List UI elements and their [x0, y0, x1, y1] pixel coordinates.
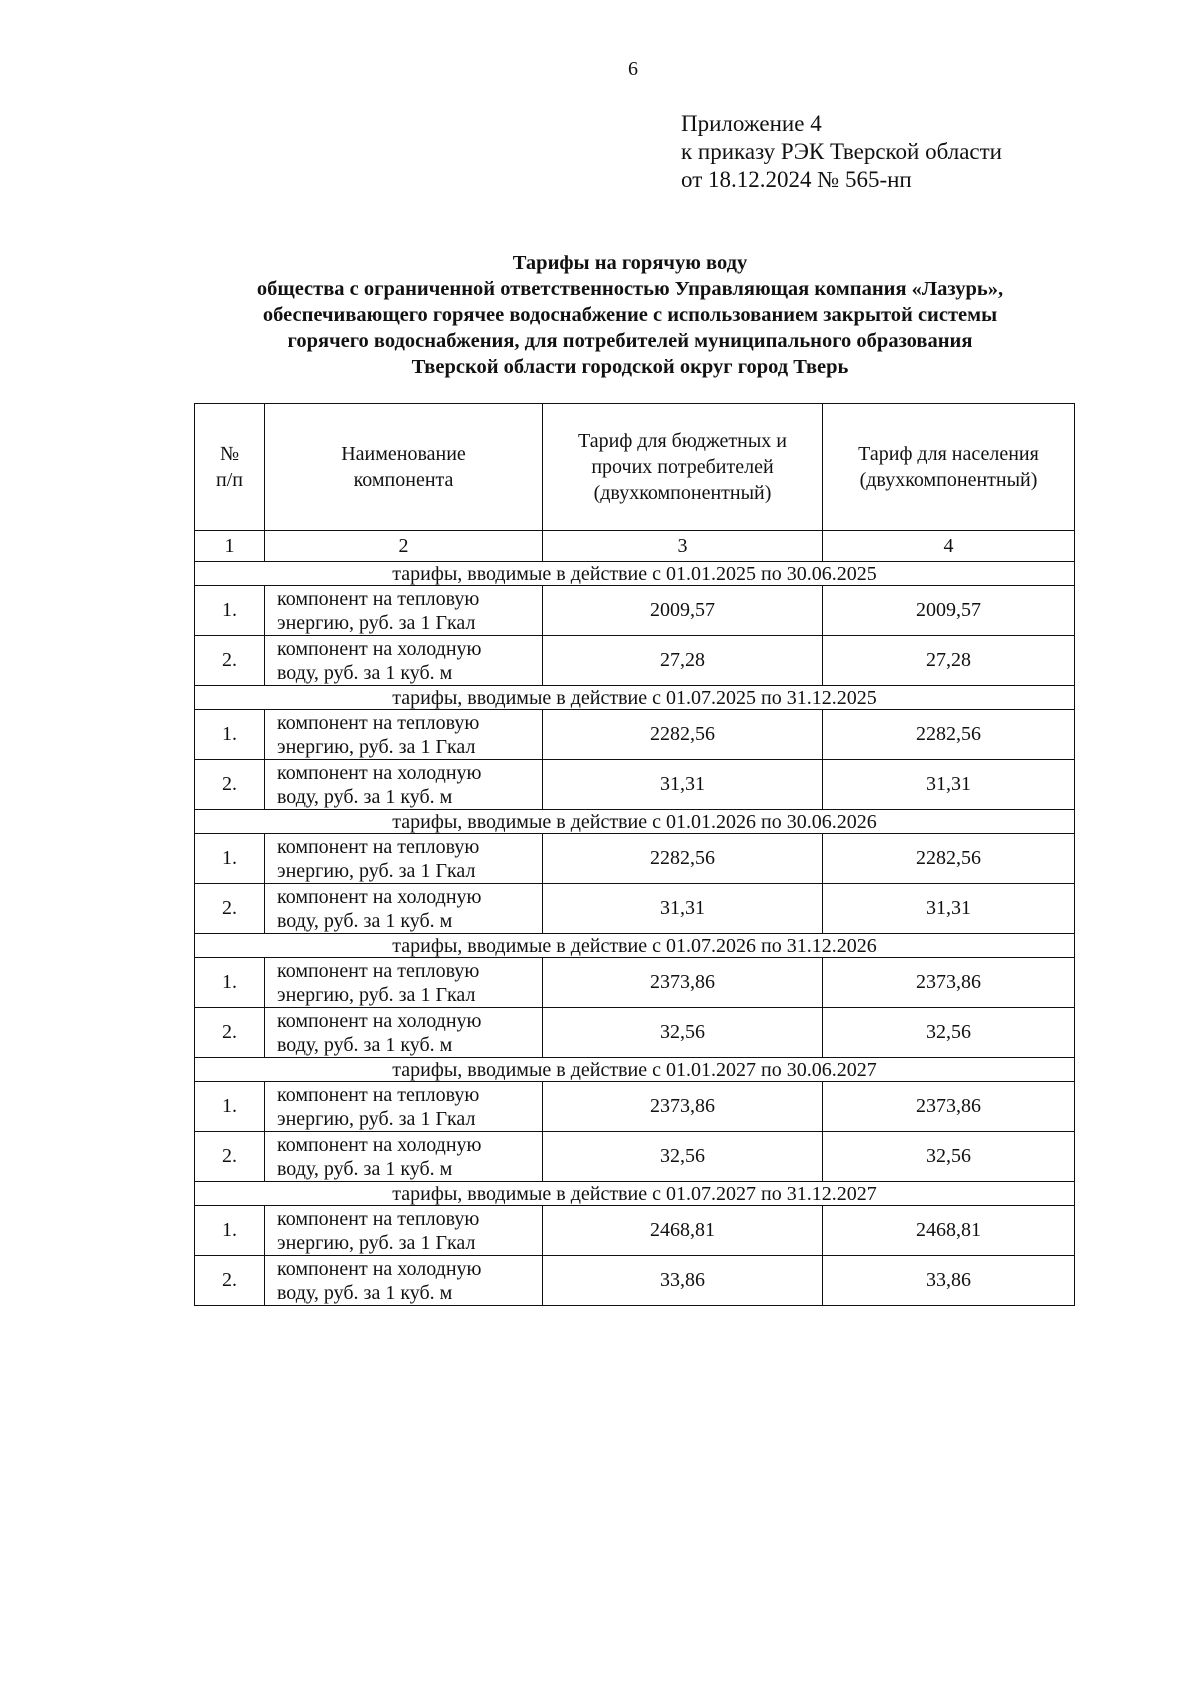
period-row [195, 686, 1075, 710]
table-row [195, 1256, 1075, 1306]
component-name-line: энергию, руб. за 1 Гкал [277, 1107, 476, 1130]
title-line: общества с ограниченной ответственностью Управляющая компания «Лазурь», [256, 278, 1004, 300]
table-row [195, 1008, 1075, 1058]
component-name-line: энергию, руб. за 1 Гкал [277, 735, 476, 758]
period-row [195, 562, 1075, 586]
budget-tariff-value: 31,31 [543, 884, 823, 934]
row-number: 1. [195, 1206, 265, 1256]
component-name-line: энергию, руб. за 1 Гкал [277, 983, 476, 1006]
budget-tariff-value: 2468,81 [543, 1206, 823, 1256]
column-number-row [195, 531, 1075, 562]
header-component-name [265, 404, 543, 531]
header-text: Тариф для населения [858, 443, 1039, 465]
component-name-line: воду, руб. за 1 куб. м [277, 785, 453, 808]
column-number: 2 [265, 531, 543, 562]
table-row [195, 760, 1075, 810]
budget-tariff-value: 32,56 [543, 1008, 823, 1058]
component-name-line: компонент на тепловую [277, 1207, 480, 1230]
component-name [265, 1256, 543, 1306]
budget-tariff-value: 33,86 [543, 1256, 823, 1306]
title-line: Тверской области городской округ город Тверь [411, 356, 849, 378]
header-text: (двухкомпонентный) [859, 469, 1038, 491]
component-name-line: компонент на тепловую [277, 835, 480, 858]
row-number: 1. [195, 710, 265, 760]
table-row [195, 958, 1075, 1008]
component-name-line: компонент на холодную [277, 1009, 482, 1032]
document-title [180, 250, 1080, 380]
table-row [195, 884, 1075, 934]
budget-tariff-value: 32,56 [543, 1132, 823, 1182]
budget-tariff-value: 2282,56 [543, 834, 823, 884]
component-name-line: энергию, руб. за 1 Гкал [277, 611, 476, 634]
component-name [265, 760, 543, 810]
population-tariff-value: 27,28 [823, 636, 1075, 686]
budget-tariff-value: 27,28 [543, 636, 823, 686]
appendix-line: Приложение 4 [681, 111, 822, 136]
component-name [265, 1082, 543, 1132]
appendix-reference [681, 110, 1002, 194]
header-budget-tariff [543, 404, 823, 531]
population-tariff-value: 31,31 [823, 884, 1075, 934]
row-number: 2. [195, 1256, 265, 1306]
component-name [265, 710, 543, 760]
population-tariff-value: 2468,81 [823, 1206, 1075, 1256]
period-label: тарифы, вводимые в действие с 01.01.2026 по 30.06.2026 [195, 810, 1075, 834]
component-name-line: компонент на холодную [277, 637, 482, 660]
header-text: Наименование [341, 443, 466, 465]
header-population-tariff [823, 404, 1075, 531]
component-name-line: компонент на тепловую [277, 959, 480, 982]
row-number: 2. [195, 1132, 265, 1182]
component-name-line: воду, руб. за 1 куб. м [277, 1281, 453, 1304]
header-text: компонента [353, 469, 454, 491]
table-row [195, 710, 1075, 760]
header-text: (двухкомпонентный) [593, 482, 772, 504]
row-number: 2. [195, 1008, 265, 1058]
page-number: 6 [628, 58, 638, 80]
component-name-line: энергию, руб. за 1 Гкал [277, 859, 476, 882]
budget-tariff-value: 2009,57 [543, 586, 823, 636]
table-row [195, 1082, 1075, 1132]
component-name [265, 834, 543, 884]
table-header-row [195, 404, 1075, 531]
row-number: 1. [195, 586, 265, 636]
tariff-table [194, 403, 1075, 1306]
component-name-line: воду, руб. за 1 куб. м [277, 909, 453, 932]
population-tariff-value: 32,56 [823, 1132, 1075, 1182]
component-name-line: компонент на тепловую [277, 587, 480, 610]
population-tariff-value: 2009,57 [823, 586, 1075, 636]
header-text: № [219, 443, 240, 465]
component-name [265, 1008, 543, 1058]
column-number: 3 [543, 531, 823, 562]
period-row [195, 1182, 1075, 1206]
component-name [265, 586, 543, 636]
population-tariff-value: 2282,56 [823, 834, 1075, 884]
period-label: тарифы, вводимые в действие с 01.01.2027 по 30.06.2027 [195, 1058, 1075, 1082]
component-name [265, 636, 543, 686]
component-name-line: компонент на холодную [277, 761, 482, 784]
component-name-line: компонент на тепловую [277, 711, 480, 734]
header-text: прочих потребителей [591, 456, 774, 478]
population-tariff-value: 2373,86 [823, 958, 1075, 1008]
appendix-line: от 18.12.2024 № 565-нп [681, 167, 912, 192]
table-row [195, 586, 1075, 636]
table-row [195, 834, 1075, 884]
component-name [265, 884, 543, 934]
title-line: обеспечивающего горячее водоснабжение с использованием закрытой системы [262, 304, 998, 326]
table-row [195, 636, 1075, 686]
table-row [195, 1132, 1075, 1182]
component-name [265, 958, 543, 1008]
population-tariff-value: 33,86 [823, 1256, 1075, 1306]
header-text: Тариф для бюджетных и [578, 430, 787, 452]
row-number: 1. [195, 958, 265, 1008]
header-text: п/п [216, 469, 243, 491]
row-number: 1. [195, 1082, 265, 1132]
component-name-line: компонент на холодную [277, 1257, 482, 1280]
component-name-line: воду, руб. за 1 куб. м [277, 1157, 453, 1180]
budget-tariff-value: 2282,56 [543, 710, 823, 760]
budget-tariff-value: 2373,86 [543, 1082, 823, 1132]
period-label: тарифы, вводимые в действие с 01.01.2025 по 30.06.2025 [195, 562, 1075, 586]
period-row [195, 1058, 1075, 1082]
budget-tariff-value: 31,31 [543, 760, 823, 810]
component-name-line: воду, руб. за 1 куб. м [277, 661, 453, 684]
population-tariff-value: 32,56 [823, 1008, 1075, 1058]
period-row [195, 810, 1075, 834]
period-label: тарифы, вводимые в действие с 01.07.2026 по 31.12.2026 [195, 934, 1075, 958]
row-number: 2. [195, 884, 265, 934]
budget-tariff-value: 2373,86 [543, 958, 823, 1008]
row-number: 2. [195, 760, 265, 810]
table-row [195, 1206, 1075, 1256]
tariff-table-body [195, 562, 1075, 1306]
period-label: тарифы, вводимые в действие с 01.07.2027 по 31.12.2027 [195, 1182, 1075, 1206]
period-label: тарифы, вводимые в действие с 01.07.2025 по 31.12.2025 [195, 686, 1075, 710]
population-tariff-value: 2282,56 [823, 710, 1075, 760]
period-row [195, 934, 1075, 958]
population-tariff-value: 31,31 [823, 760, 1075, 810]
row-number: 2. [195, 636, 265, 686]
column-number: 4 [823, 531, 1075, 562]
component-name [265, 1132, 543, 1182]
column-number: 1 [195, 531, 265, 562]
component-name-line: компонент на холодную [277, 885, 482, 908]
component-name-line: компонент на тепловую [277, 1083, 480, 1106]
title-line: горячего водоснабжения, для потребителей муниципального образования [287, 330, 973, 352]
component-name-line: энергию, руб. за 1 Гкал [277, 1231, 476, 1254]
component-name-line: компонент на холодную [277, 1133, 482, 1156]
component-name-line: воду, руб. за 1 куб. м [277, 1033, 453, 1056]
title-line: Тарифы на горячую воду [512, 252, 748, 274]
population-tariff-value: 2373,86 [823, 1082, 1075, 1132]
appendix-line: к приказу РЭК Тверской области [681, 139, 1002, 164]
header-number [195, 404, 265, 531]
row-number: 1. [195, 834, 265, 884]
component-name [265, 1206, 543, 1256]
